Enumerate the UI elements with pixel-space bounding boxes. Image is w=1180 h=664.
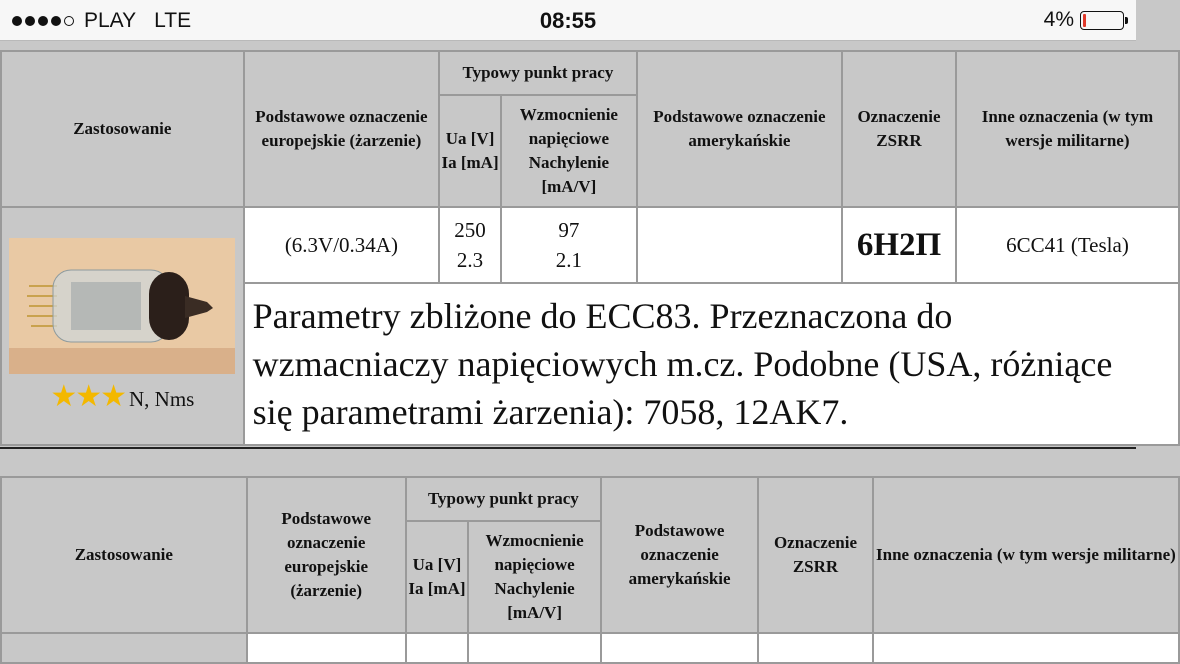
description-text: Parametry zbliżone do ECC83. Przeznaczona do wzmacniaczy napięciowych m.cz. Podobne (USA, różniące się parametrami żarzenia): 7058, 12AK7. bbox=[252, 296, 1113, 432]
next-row-cell bbox=[601, 633, 758, 663]
header-application: Zastosowanie bbox=[1, 477, 247, 633]
other-cell: 6CC41 (Tesla) bbox=[956, 207, 1179, 283]
network-type: LTE bbox=[154, 9, 192, 32]
heating-cell: (6.3V/0.34A) bbox=[244, 207, 439, 283]
clock: 08:55 bbox=[539, 8, 597, 33]
header-gain: Wzmocnienie napięciowe Nachylenie [mA/V] bbox=[501, 95, 637, 207]
tube-image-cell bbox=[1, 207, 244, 445]
status-bar bbox=[0, 0, 1136, 41]
tube-table-next bbox=[0, 476, 1180, 664]
tube-table-6n2p bbox=[0, 50, 1180, 446]
slope-value: 2.1 bbox=[555, 248, 582, 272]
header-other: Inne oznaczenia (w tym wersje militarne) bbox=[956, 51, 1179, 207]
rating-stars-icon: ★★★ bbox=[50, 380, 125, 413]
header-american: Podstawowe oznaczenie amerykańskie bbox=[601, 477, 758, 633]
gain-value: 97 bbox=[558, 218, 580, 242]
next-row-cell bbox=[873, 633, 1179, 663]
battery-area bbox=[1044, 8, 1124, 32]
header-euro: Podstawowe oznaczenie europejskie (żarzenie) bbox=[244, 51, 439, 207]
battery-icon bbox=[1080, 11, 1124, 30]
header-zsrr: Oznaczenie ZSRR bbox=[842, 51, 956, 207]
ia-value: 2.3 bbox=[456, 248, 484, 272]
header-op-point: Typowy punkt pracy bbox=[406, 477, 601, 521]
battery-percent: 4% bbox=[1043, 8, 1074, 31]
table-separator bbox=[0, 447, 1136, 449]
next-row-cell bbox=[406, 633, 468, 663]
zsrr-cell: 6Н2П bbox=[842, 207, 956, 283]
header-american: Podstawowe oznaczenie amerykańskie bbox=[637, 51, 842, 207]
gain-cell bbox=[501, 207, 637, 283]
header-zsrr: Oznaczenie ZSRR bbox=[758, 477, 873, 633]
header-other: Inne oznaczenia (w tym wersje militarne) bbox=[873, 477, 1179, 633]
usage-label: N, Nms bbox=[129, 387, 195, 411]
header-ua-ia: Ua [V] Ia [mA] bbox=[406, 521, 468, 633]
ua-value: 250 bbox=[454, 218, 486, 242]
header-op-point: Typowy punkt pracy bbox=[439, 51, 637, 95]
ua-ia-cell bbox=[439, 207, 501, 283]
next-row-cell bbox=[1, 633, 247, 663]
header-ua-ia: Ua [V] Ia [mA] bbox=[439, 95, 501, 207]
header-euro: Podstawowe oznaczenie europejskie (żarzenie) bbox=[247, 477, 406, 633]
description-cell bbox=[244, 283, 1179, 445]
next-row-cell bbox=[247, 633, 406, 663]
header-application: Zastosowanie bbox=[1, 51, 244, 207]
next-row-cell bbox=[758, 633, 873, 663]
next-row-cell bbox=[468, 633, 601, 663]
carrier-name: PLAY bbox=[84, 9, 137, 32]
american-cell bbox=[637, 207, 842, 283]
header-gain: Wzmocnienie napięciowe Nachylenie [mA/V] bbox=[468, 521, 601, 633]
vacuum-tube-photo bbox=[9, 238, 235, 374]
